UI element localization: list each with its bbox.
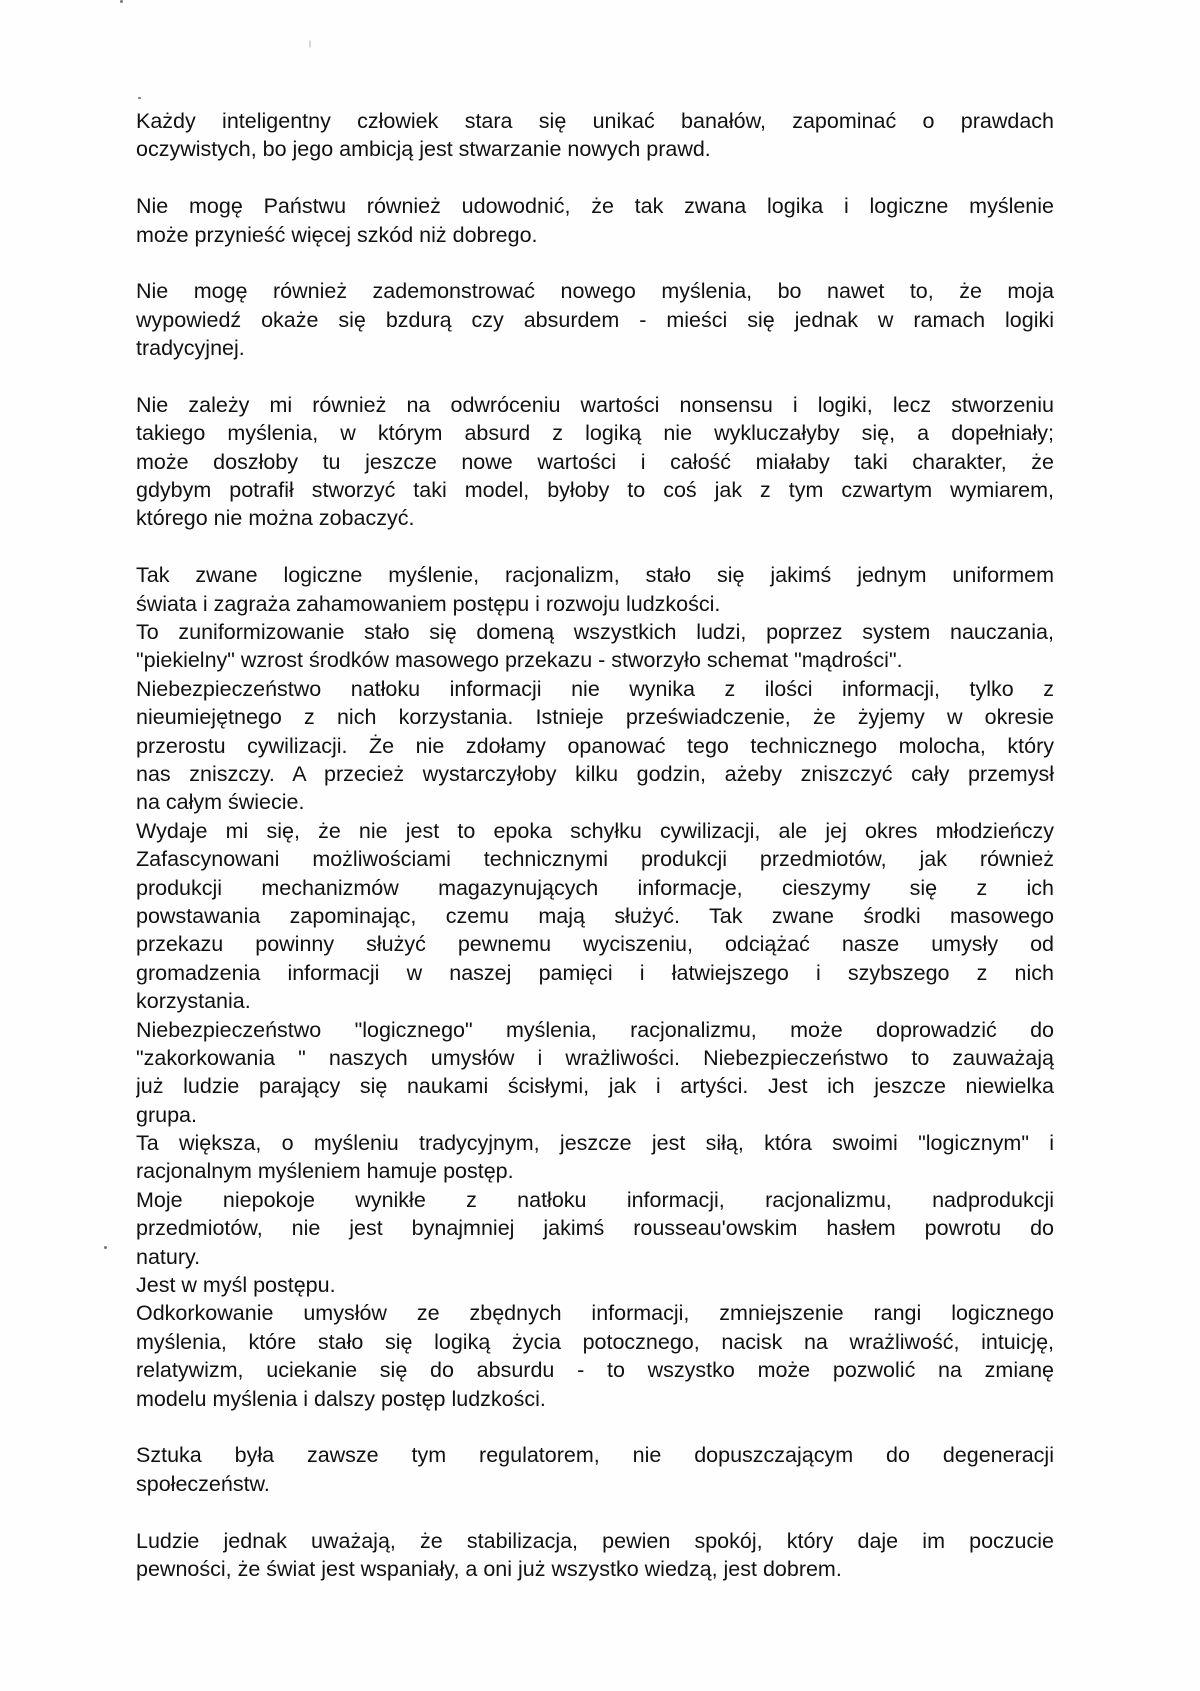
text-line: relatywizm, uciekanie się do absurdu - to wszystko może pozwolić na zmianę (136, 1358, 1054, 1383)
text-line: którego nie można zobaczyć. (136, 506, 415, 531)
text-line: Każdy inteligentny człowiek stara się unikać banałów, zapominać o prawdach (136, 109, 1054, 133)
text-line: Niebezpieczeństwo "logicznego" myślenia, racjonalizmu, może doprowadzić do (136, 1017, 1054, 1042)
text-line: Nie mogę również zademonstrować nowego myślenia, bo nawet to, że moja (136, 279, 1054, 304)
text-line: Jest w myśl postępu. (136, 1273, 336, 1298)
paragraph-spacer (136, 249, 1054, 277)
scan-speck (309, 40, 311, 48)
text-line: To zuniformizowanie stało się domeną wszystkich ludzi, poprzez system nauczania, (136, 620, 1054, 645)
text-line: społeczeństw. (136, 1471, 270, 1496)
scan-speck (138, 97, 141, 99)
text-line: produkcji mechanizmów magazynujących informacje, cieszymy się z ich (136, 875, 1054, 900)
text-line: Nie mogę Państwu również udowodnić, że tak zwana logika i logiczne myślenie (136, 194, 1054, 219)
text-line: Niebezpieczeństwo natłoku informacji nie wynika z ilości informacji, tylko z (136, 676, 1054, 701)
scan-speck (104, 1246, 107, 1249)
paragraph (136, 391, 1054, 533)
text-line: grupa. (136, 1102, 197, 1127)
text-line: korzystania. (136, 989, 251, 1014)
text-line: przekazu powinny służyć pewnemu wyciszeniu, odciążać nasze umysły od (136, 932, 1054, 957)
paragraph-spacer (136, 363, 1054, 391)
scan-speck (120, 0, 123, 3)
text-line: racjonalnym myśleniem hamuje postęp. (136, 1159, 514, 1184)
paragraph (136, 1527, 1054, 1584)
paragraph-spacer (136, 164, 1054, 192)
text-line: Sztuka była zawsze tym regulatorem, nie dopuszczającym do degeneracji (136, 1443, 1054, 1468)
document-body (136, 107, 1054, 1583)
text-line: "piekielny" wzrost środków masowego przekazu - stworzyło schemat "mądrości". (136, 648, 903, 673)
text-line: nas zniszczy. A przecież wystarczyłoby kilku godzin, ażeby zniszczyć cały przemysł (136, 761, 1054, 786)
text-line: Wydaje mi się, że nie jest to epoka schyłku cywilizacji, ale jej okres młodzieńczy (136, 818, 1054, 843)
text-line: powstawania zapominając, czemu mają służyć. Tak zwane środki masowego (136, 903, 1054, 928)
text-line: Zafascynowani możliwościami technicznymi produkcji przedmiotów, jak również (136, 847, 1054, 872)
text-line: Moje niepokoje wynikłe z natłoku informacji, racjonalizmu, nadprodukcji (136, 1187, 1054, 1212)
text-line: oczywistych, bo jego ambicją jest stwarzanie nowych prawd. (136, 137, 711, 162)
text-line: Odkorkowanie umysłów ze zbędnych informacji, zmniejszenie rangi logicznego (136, 1301, 1054, 1326)
paragraph (136, 192, 1054, 249)
text-line: może przynieść więcej szkód niż dobrego. (136, 222, 538, 247)
text-line: na całym świecie. (136, 790, 305, 815)
paragraph (136, 561, 1054, 1413)
paragraph (136, 107, 1054, 164)
text-line: Nie zależy mi również na odwróceniu wartości nonsensu i logiki, lecz stworzeniu (136, 392, 1054, 417)
paragraph (136, 277, 1054, 362)
text-line: może doszłoby tu jeszcze nowe wartości i całość miałaby taki charakter, że (136, 449, 1054, 474)
text-line: gromadzenia informacji w naszej pamięci i łatwiejszego i szybszego z nich (136, 960, 1054, 985)
paragraph-spacer (136, 533, 1054, 561)
text-line: przerostu cywilizacji. Że nie zdołamy opanować tego technicznego molocha, który (136, 733, 1054, 758)
text-line: pewności, że świat jest wspaniały, a oni już wszystko wiedzą, jest dobrem. (136, 1556, 842, 1581)
text-line: gdybym potrafił stworzyć taki model, byłoby to coś jak z tym czwartym wymiarem, (136, 478, 1054, 503)
text-line: Ludzie jednak uważają, że stabilizacja, pewien spokój, który daje im poczucie (136, 1528, 1054, 1553)
text-line: takiego myślenia, w którym absurd z logiką nie wykluczałyby się, a dopełniały; (136, 421, 1054, 446)
text-line: modelu myślenia i dalszy postęp ludzkości. (136, 1386, 546, 1411)
text-line: wypowiedź okaże się bzdurą czy absurdem - mieści się jednak w ramach logiki (136, 307, 1054, 332)
text-line: przedmiotów, nie jest bynajmniej jakimś rousseau'owskim hasłem powrotu do (136, 1216, 1054, 1241)
paragraph-spacer (136, 1498, 1054, 1526)
text-line: nieumiejętnego z nich korzystania. Istnieje przeświadczenie, że żyjemy w okresie (136, 705, 1054, 730)
text-line: świata i zagraża zahamowaniem postępu i rozwoju ludzkości. (136, 591, 721, 616)
paragraph (136, 1441, 1054, 1498)
text-line: tradycyjnej. (136, 336, 245, 361)
text-line: już ludzie parający się naukami ścisłymi, jak i artyści. Jest ich jeszcze niewielka (136, 1074, 1054, 1099)
text-line: myślenia, które stało się logiką życia potocznego, nacisk na wrażliwość, intuicję, (136, 1329, 1054, 1354)
text-line: Tak zwane logiczne myślenie, racjonalizm, stało się jakimś jednym uniformem (136, 563, 1054, 588)
text-line: Ta większa, o myśleniu tradycyjnym, jeszcze jest siłą, która swoimi "logicznym" i (136, 1131, 1054, 1156)
paragraph-spacer (136, 1413, 1054, 1441)
text-line: natury. (136, 1244, 201, 1269)
text-line: "zakorkowania " naszych umysłów i wrażliwości. Niebezpieczeństwo to zauważają (136, 1045, 1054, 1070)
